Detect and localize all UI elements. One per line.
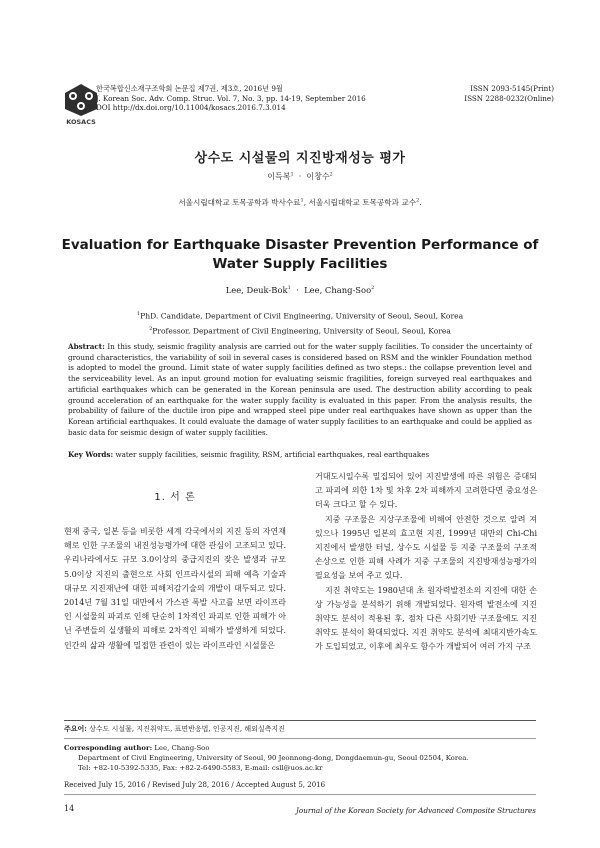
affiliation-end: . bbox=[419, 198, 422, 207]
authors-korean bbox=[0, 171, 600, 182]
journal-header bbox=[96, 84, 386, 113]
abstract bbox=[68, 342, 532, 438]
affiliation-1-english bbox=[0, 308, 600, 323]
footnote-divider-2 bbox=[64, 738, 536, 739]
body-column-right bbox=[315, 470, 537, 655]
page-footer-divider bbox=[64, 794, 536, 795]
intro-paragraph-2: 지중 구조물은 지상구조물에 비해여 안전한 것으로 알려 져 있으나 1995년 일본의 효고현 지진, 1999년 대만의 Chi-Chi지진에서 발생한 터널, 상수도 시설물 등 지중 구조물의 구조적 손상으로 인한 피해 사례가 지중 구조물의 지진방재성능평가의 필요성을 보여 주고 있다. bbox=[315, 514, 537, 581]
issn-online: ISSN 2288-0232(Online) bbox=[464, 93, 554, 103]
korean-keywords-label: 주요어: bbox=[64, 724, 87, 733]
author-en-separator: · bbox=[296, 285, 299, 295]
intro-paragraph-1: 현재 중국, 일본 등을 비롯한 세계 각국에서의 지진 등의 자연재해로 인한 구조물의 내진성능평가에 대한 관심이 고조되고 있다. 우리나라에서도 규모 3.0이상의 중급지진의 잦은 발생과 규모 5.0이상 지진의 출현으로 사회 인프라시설의 피해 예측 기술과 대규모 지진재난에 대한 피해저감기술의 개발이 대두되고 있다. 2014년 7월 31일 대만에서 가스관 폭발 사고를 보면 라이프라인 시설물의 파괴로 인해 단순히 1차적인 파괴로 인한 피해가 아닌 주변들의 실생활의 피해로 2차적인 피해가 발생하게 되었다. 인간의 삶과 생활에 밀접한 관련이 있는 라이프라인 시설물은 bbox=[64, 527, 286, 650]
issn-block bbox=[444, 84, 554, 103]
section-heading-introduction: 1. 서 론 bbox=[154, 492, 196, 503]
affiliations-english bbox=[0, 308, 600, 338]
journal-footer: Journal of the Korean Society for Advanced Composite Structures bbox=[296, 806, 536, 815]
keywords-text: water supply facilities, seismic fragility, RSM, artificial earthquakes, real earthquakes bbox=[115, 450, 430, 459]
intro-paragraph-3: 지진 취약도는 1980년대 초 원자력발전소의 지진에 대한 손상 가능성을 분석하기 위해 개발되었다. 원자력 발전소에 지진 취약도 분석이 적용된 후, 점차 다른 사회기반 구조물에도 지진 취약도 분석이 확대되었다. 지진 취약도 분석에 최대지반가속도가 도입되었고, 이후에 최우도 함수가 개발되어 여러 가지 구조 bbox=[315, 585, 537, 652]
keywords-label: Key Words: bbox=[68, 450, 114, 459]
affil-en-1-text: PhD. Candidate, Department of Civil Engineering, University of Seoul, Seoul, Korea bbox=[140, 311, 464, 321]
journal-name-korean: 한국복합신소재구조학회 논문집 제7권, 제3호, 2016년 9월 bbox=[96, 84, 283, 93]
received-dates: Received July 15, 2016 / Revised July 28, 2016 / Accepted August 5, 2016 bbox=[64, 781, 326, 789]
author-separator: · bbox=[298, 172, 302, 181]
author-1-en-superscript: 1 bbox=[287, 285, 291, 292]
affiliation-2-korean: , 서울시립대학교 토목공학과 교수 bbox=[303, 198, 417, 207]
journal-name-english: J. Korean Soc. Adv. Comp. Struc. Vol. 7, No. 3, pp. 14-19, September 2016 bbox=[96, 93, 366, 103]
affiliation-2-superscript: 2 bbox=[416, 197, 420, 204]
author-1-english: Lee, Deuk-Bok bbox=[225, 285, 288, 295]
body-column-left bbox=[64, 488, 286, 653]
abstract-text: In this study, seismic fragility analysis are carried out for the water supply facilities. To consider the uncertainty of ground characteristics, the variability of soil in several cases is considered based on RSM and the winkler Foundation method is adopted to model the ground. Limit state of water supply facilities defined as two steps.: the collapse prevention level and the serviceability level. As an input ground motion for evaluating seismic fragilities, foreign surveyed real earthquakes and artificial earthquakes which can be generated in the Korean peninsula are used. The destruction ability according to peak ground acceleration of an earthquake for the water supply facility is evaluated in this paper. From the analysis results, the probability of failure of the ductile iron pipe and wrapped steel pipe under real earthquakes have shown as upper than the Korean artificial earthquakes. It could evaluate the damage of water supply facilities to an earthquake and could be applied as basic data for seismic design of water supply facilities. bbox=[68, 342, 532, 437]
korean-keywords-text: 상수도 시설물, 지진취약도, 표면반응법, 인공지진, 해외실측지진 bbox=[89, 725, 285, 733]
korean-keywords bbox=[64, 724, 536, 734]
corresponding-author-address: Department of Civil Engineering, University of Seoul, 90 Jeonnong-dong, Dongdaemun-gu, Seoul 02504, Korea. bbox=[78, 753, 469, 762]
author-2-korean: 이창수 bbox=[306, 172, 330, 181]
abstract-label: Abstract: bbox=[68, 342, 105, 351]
author-2-superscript: 2 bbox=[329, 171, 333, 178]
page-number: 14 bbox=[64, 804, 75, 813]
paper-title-english: Evaluation for Earthquake Disaster Prevention Performance of Water Supply Facilities bbox=[61, 237, 539, 272]
author-2-english: Lee, Chang-Soo bbox=[304, 285, 372, 295]
corresponding-author bbox=[64, 744, 536, 773]
doi-link[interactable]: DOI http://dx.doi.org/10.11004/kosacs.2016.7.3.014 bbox=[96, 103, 286, 112]
kosacs-logo-icon bbox=[62, 82, 100, 118]
footnote-divider bbox=[64, 720, 536, 721]
logo-label: KOSACS bbox=[66, 118, 96, 126]
corresponding-author-contact: Tel: +82-10-5392-5335, Fax: +82-2-6490-5583, E-mail: csll@uos.ac.kr bbox=[78, 763, 323, 772]
affiliation-1-superscript: 1 bbox=[300, 197, 304, 204]
affil-en-1-superscript: 1 bbox=[136, 311, 141, 317]
affil-en-2-text: Professor, Department of Civil Engineering, University of Seoul, Seoul, Korea bbox=[152, 326, 451, 336]
paper-title-korean: 상수도 시설물의 지진방재성능 평가 bbox=[194, 151, 406, 166]
affiliation-2-english bbox=[0, 323, 600, 338]
keywords bbox=[68, 450, 532, 460]
affil-en-2-superscript: 2 bbox=[149, 326, 153, 333]
affiliation-1-korean: 서울시립대학교 토목공학과 박사수료 bbox=[178, 198, 301, 207]
intro-paragraph-continued: 거대도시일수록 밀집되어 있어 지진발생에 따른 위험은 증대되고 파괴에 의한 1차 및 차후 2차 피해까지 고려한다면 중요성은 더욱 크다고 할 수 있다. bbox=[315, 472, 537, 510]
issn-print: ISSN 2093-5145(Print) bbox=[470, 84, 554, 93]
author-1-korean: 이득복 bbox=[267, 172, 291, 181]
corresponding-author-label: Corresponding author: bbox=[64, 744, 153, 752]
affiliations-korean bbox=[0, 197, 600, 208]
author-1-superscript: 1 bbox=[290, 171, 294, 178]
author-2-en-superscript: 2 bbox=[371, 285, 375, 292]
authors-english bbox=[0, 285, 600, 295]
corresponding-author-name: Lee, Chang-Soo bbox=[154, 744, 210, 752]
